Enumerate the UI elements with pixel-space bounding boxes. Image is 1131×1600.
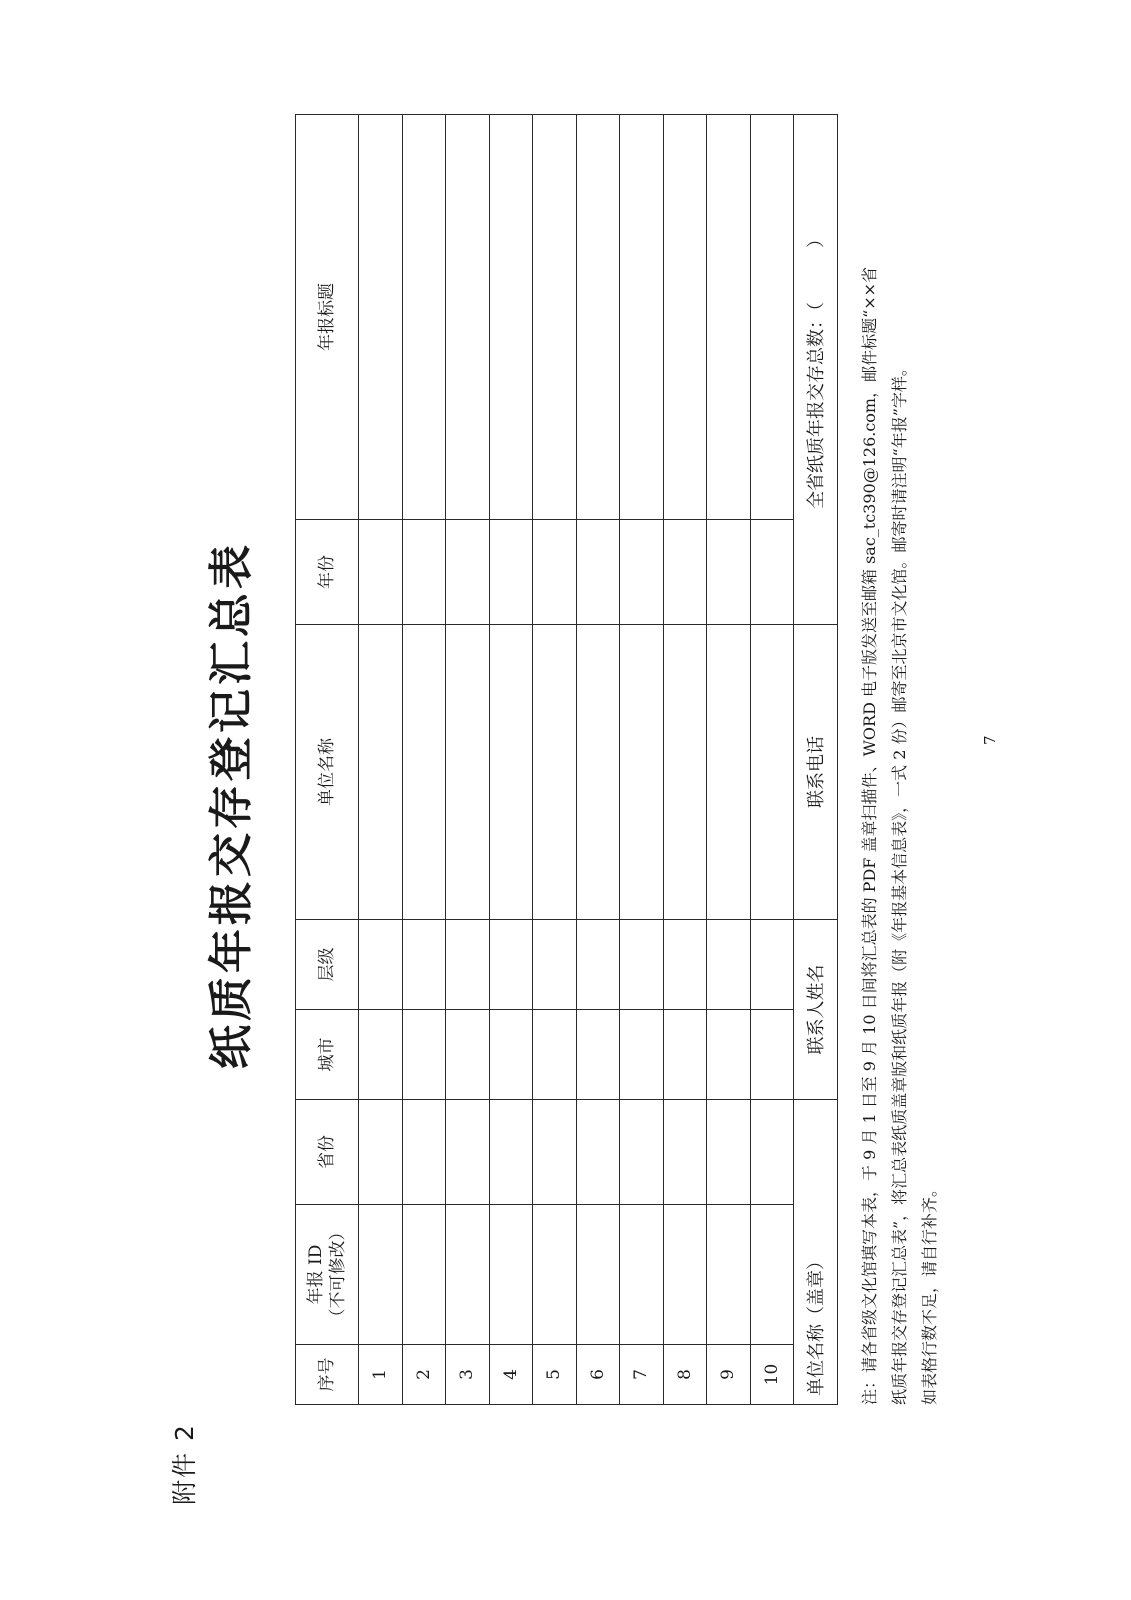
cell-city[interactable] xyxy=(446,1010,490,1100)
cell-province[interactable] xyxy=(620,1100,664,1205)
cell-report-title[interactable] xyxy=(620,115,664,520)
cell-report-title[interactable] xyxy=(489,115,533,520)
cell-report-id[interactable] xyxy=(402,1205,446,1345)
header-province: 省份 xyxy=(296,1100,359,1205)
cell-city[interactable] xyxy=(402,1010,446,1100)
cell-report-id[interactable] xyxy=(533,1205,577,1345)
header-seq: 序号 xyxy=(296,1345,359,1405)
cell-report-title[interactable] xyxy=(663,115,707,520)
cell-unit-name[interactable] xyxy=(359,625,403,920)
cell-year[interactable] xyxy=(402,520,446,625)
cell-province[interactable] xyxy=(750,1100,794,1205)
cell-year[interactable] xyxy=(359,520,403,625)
cell-seq: 8 xyxy=(663,1345,707,1405)
cell-report-title[interactable] xyxy=(446,115,490,520)
cell-level[interactable] xyxy=(750,920,794,1010)
total-count-label: 全省纸质年报交存总数：（ ） xyxy=(794,115,838,625)
cell-report-id[interactable] xyxy=(359,1205,403,1345)
cell-year[interactable] xyxy=(707,520,751,625)
cell-report-id[interactable] xyxy=(446,1205,490,1345)
header-city: 城市 xyxy=(296,1010,359,1100)
cell-city[interactable] xyxy=(576,1010,620,1100)
cell-report-id[interactable] xyxy=(663,1205,707,1345)
contact-phone-label: 联系电话 xyxy=(794,625,838,920)
cell-province[interactable] xyxy=(663,1100,707,1205)
cell-seq: 2 xyxy=(402,1345,446,1405)
table-row xyxy=(707,115,751,1405)
signature-row xyxy=(794,115,838,1405)
cell-seq: 10 xyxy=(750,1345,794,1405)
cell-seq: 5 xyxy=(533,1345,577,1405)
cell-city[interactable] xyxy=(750,1010,794,1100)
registration-table xyxy=(295,114,838,1405)
cell-year[interactable] xyxy=(533,520,577,625)
table-header-row xyxy=(296,115,359,1405)
header-report-id-line2: （不可修改） xyxy=(328,1223,348,1326)
table-row xyxy=(402,115,446,1405)
cell-city[interactable] xyxy=(489,1010,533,1100)
page-title: 纸质年报交存登记汇总表 xyxy=(206,541,257,1069)
cell-province[interactable] xyxy=(446,1100,490,1205)
cell-level[interactable] xyxy=(446,920,490,1010)
note-line-2: 纸质年报交存登记汇总表”，将汇总表纸质盖章版和纸质年报（附《年报基本信息表》，一式 2 份）邮寄至北京市文化馆。邮寄时请注明“年报”字样。 xyxy=(890,360,909,1405)
cell-seq: 7 xyxy=(620,1345,664,1405)
cell-unit-name[interactable] xyxy=(663,625,707,920)
cell-report-title[interactable] xyxy=(359,115,403,520)
cell-seq: 4 xyxy=(489,1345,533,1405)
cell-year[interactable] xyxy=(489,520,533,625)
table-row xyxy=(359,115,403,1405)
cell-unit-name[interactable] xyxy=(576,625,620,920)
cell-city[interactable] xyxy=(620,1010,664,1100)
cell-city[interactable] xyxy=(533,1010,577,1100)
table-row xyxy=(750,115,794,1405)
cell-level[interactable] xyxy=(402,920,446,1010)
attachment-label: 附件 2 xyxy=(170,1423,199,1505)
cell-seq: 9 xyxy=(707,1345,751,1405)
cell-level[interactable] xyxy=(620,920,664,1010)
cell-unit-name[interactable] xyxy=(489,625,533,920)
header-year: 年份 xyxy=(296,520,359,625)
cell-level[interactable] xyxy=(707,920,751,1010)
table-row xyxy=(489,115,533,1405)
cell-seq: 6 xyxy=(576,1345,620,1405)
cell-year[interactable] xyxy=(750,520,794,625)
cell-province[interactable] xyxy=(533,1100,577,1205)
cell-level[interactable] xyxy=(663,920,707,1010)
cell-level[interactable] xyxy=(489,920,533,1010)
cell-report-id[interactable] xyxy=(750,1205,794,1345)
cell-level[interactable] xyxy=(576,920,620,1010)
table-row xyxy=(576,115,620,1405)
cell-report-id[interactable] xyxy=(707,1205,751,1345)
cell-report-title[interactable] xyxy=(750,115,794,520)
cell-city[interactable] xyxy=(359,1010,403,1100)
cell-unit-name[interactable] xyxy=(533,625,577,920)
cell-level[interactable] xyxy=(533,920,577,1010)
cell-city[interactable] xyxy=(663,1010,707,1100)
cell-city[interactable] xyxy=(707,1010,751,1100)
cell-unit-name[interactable] xyxy=(750,625,794,920)
cell-seq: 3 xyxy=(446,1345,490,1405)
cell-province[interactable] xyxy=(402,1100,446,1205)
header-unit-name: 单位名称 xyxy=(296,625,359,920)
cell-level[interactable] xyxy=(359,920,403,1010)
table-row xyxy=(663,115,707,1405)
table-row xyxy=(620,115,664,1405)
cell-seq: 1 xyxy=(359,1345,403,1405)
cell-report-id[interactable] xyxy=(620,1205,664,1345)
header-report-id xyxy=(296,1205,359,1345)
header-report-title: 年报标题 xyxy=(296,115,359,520)
cell-report-title[interactable] xyxy=(576,115,620,520)
cell-report-id[interactable] xyxy=(576,1205,620,1345)
cell-report-title[interactable] xyxy=(707,115,751,520)
page-number: 7 xyxy=(981,735,999,745)
cell-year[interactable] xyxy=(446,520,490,625)
header-report-id-line1: 年报 ID xyxy=(306,1244,326,1305)
note-line-1: 注：请各省级文化馆填写本表，于 9 月 1 日至 9 月 10 日间将汇总表的 PDF 盖章扫描件、WORD 电子版发送至邮箱 sac_tc390@126.com，邮件标题“××省 xyxy=(860,266,879,1405)
table-row xyxy=(533,115,577,1405)
cell-year[interactable] xyxy=(576,520,620,625)
cell-year[interactable] xyxy=(620,520,664,625)
cell-report-id[interactable] xyxy=(489,1205,533,1345)
header-level: 层级 xyxy=(296,920,359,1010)
cell-unit-name[interactable] xyxy=(446,625,490,920)
note-line-3: 如表格行数不足，请自行补齐。 xyxy=(920,1180,939,1405)
cell-unit-name[interactable] xyxy=(402,625,446,920)
cell-year[interactable] xyxy=(663,520,707,625)
cell-unit-name[interactable] xyxy=(707,625,751,920)
cell-province[interactable] xyxy=(576,1100,620,1205)
cell-province[interactable] xyxy=(359,1100,403,1205)
contact-name-label: 联系人姓名 xyxy=(794,920,838,1100)
cell-report-title[interactable] xyxy=(533,115,577,520)
cell-province[interactable] xyxy=(489,1100,533,1205)
cell-province[interactable] xyxy=(707,1100,751,1205)
cell-report-title[interactable] xyxy=(402,115,446,520)
unit-stamp-label: 单位名称（盖章） xyxy=(794,1100,838,1405)
rotated-page xyxy=(165,105,999,1505)
notes xyxy=(855,115,945,1405)
cell-unit-name[interactable] xyxy=(620,625,664,920)
table-row xyxy=(446,115,490,1405)
